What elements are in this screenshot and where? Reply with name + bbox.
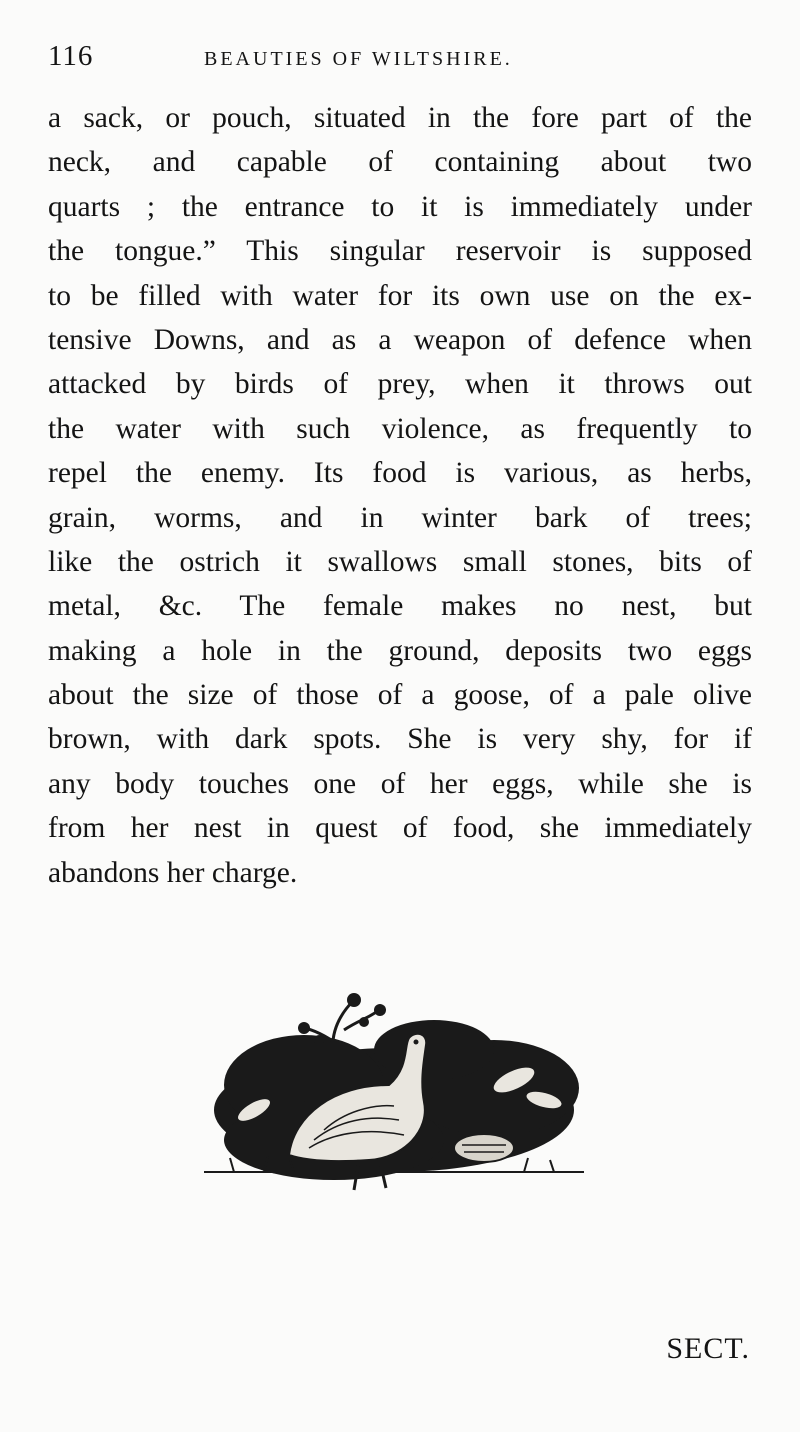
text-line: tensive Downs, and as a weapon of defence when xyxy=(48,323,752,356)
text-line: brown, with dark spots. She is very shy, for if xyxy=(48,723,752,756)
bird-engraving-icon xyxy=(194,990,594,1210)
text-line: abandons her charge. xyxy=(48,856,298,889)
text-line: the water with such violence, as frequently to xyxy=(48,412,752,445)
text-line: to be filled with water for its own use on the ex- xyxy=(48,279,752,312)
text-line: quarts ; the entrance to it is immediately under xyxy=(48,190,752,223)
text-line: metal, &c. The female makes no nest, but xyxy=(48,590,752,623)
text-line: from her nest in quest of food, she immediately xyxy=(48,812,752,845)
text-line: a sack, or pouch, situated in the fore part of the xyxy=(48,102,752,134)
text-line: neck, and capable of containing about two xyxy=(48,146,752,179)
text-line: the tongue.” This singular reservoir is supposed xyxy=(48,235,752,268)
text-line: grain, worms, and in winter bark of trees; xyxy=(48,501,752,534)
text-line: about the size of those of a goose, of a pale olive xyxy=(48,679,752,712)
running-head xyxy=(48,40,752,80)
text-line: attacked by birds of prey, when it throws out xyxy=(48,368,752,401)
catchword: SECT. xyxy=(666,1332,750,1365)
text-line: repel the enemy. Its food is various, as herbs, xyxy=(48,457,752,490)
text-line: making a hole in the ground, deposits two eggs xyxy=(48,634,752,667)
running-title: BEAUTIES OF WILTSHIRE. xyxy=(204,48,513,70)
page-number: 116 xyxy=(48,40,94,72)
text-line: any body touches one of her eggs, while she is xyxy=(48,767,752,800)
text-line: like the ostrich it swallows small stones, bits of xyxy=(48,545,752,578)
body-text xyxy=(48,96,752,895)
